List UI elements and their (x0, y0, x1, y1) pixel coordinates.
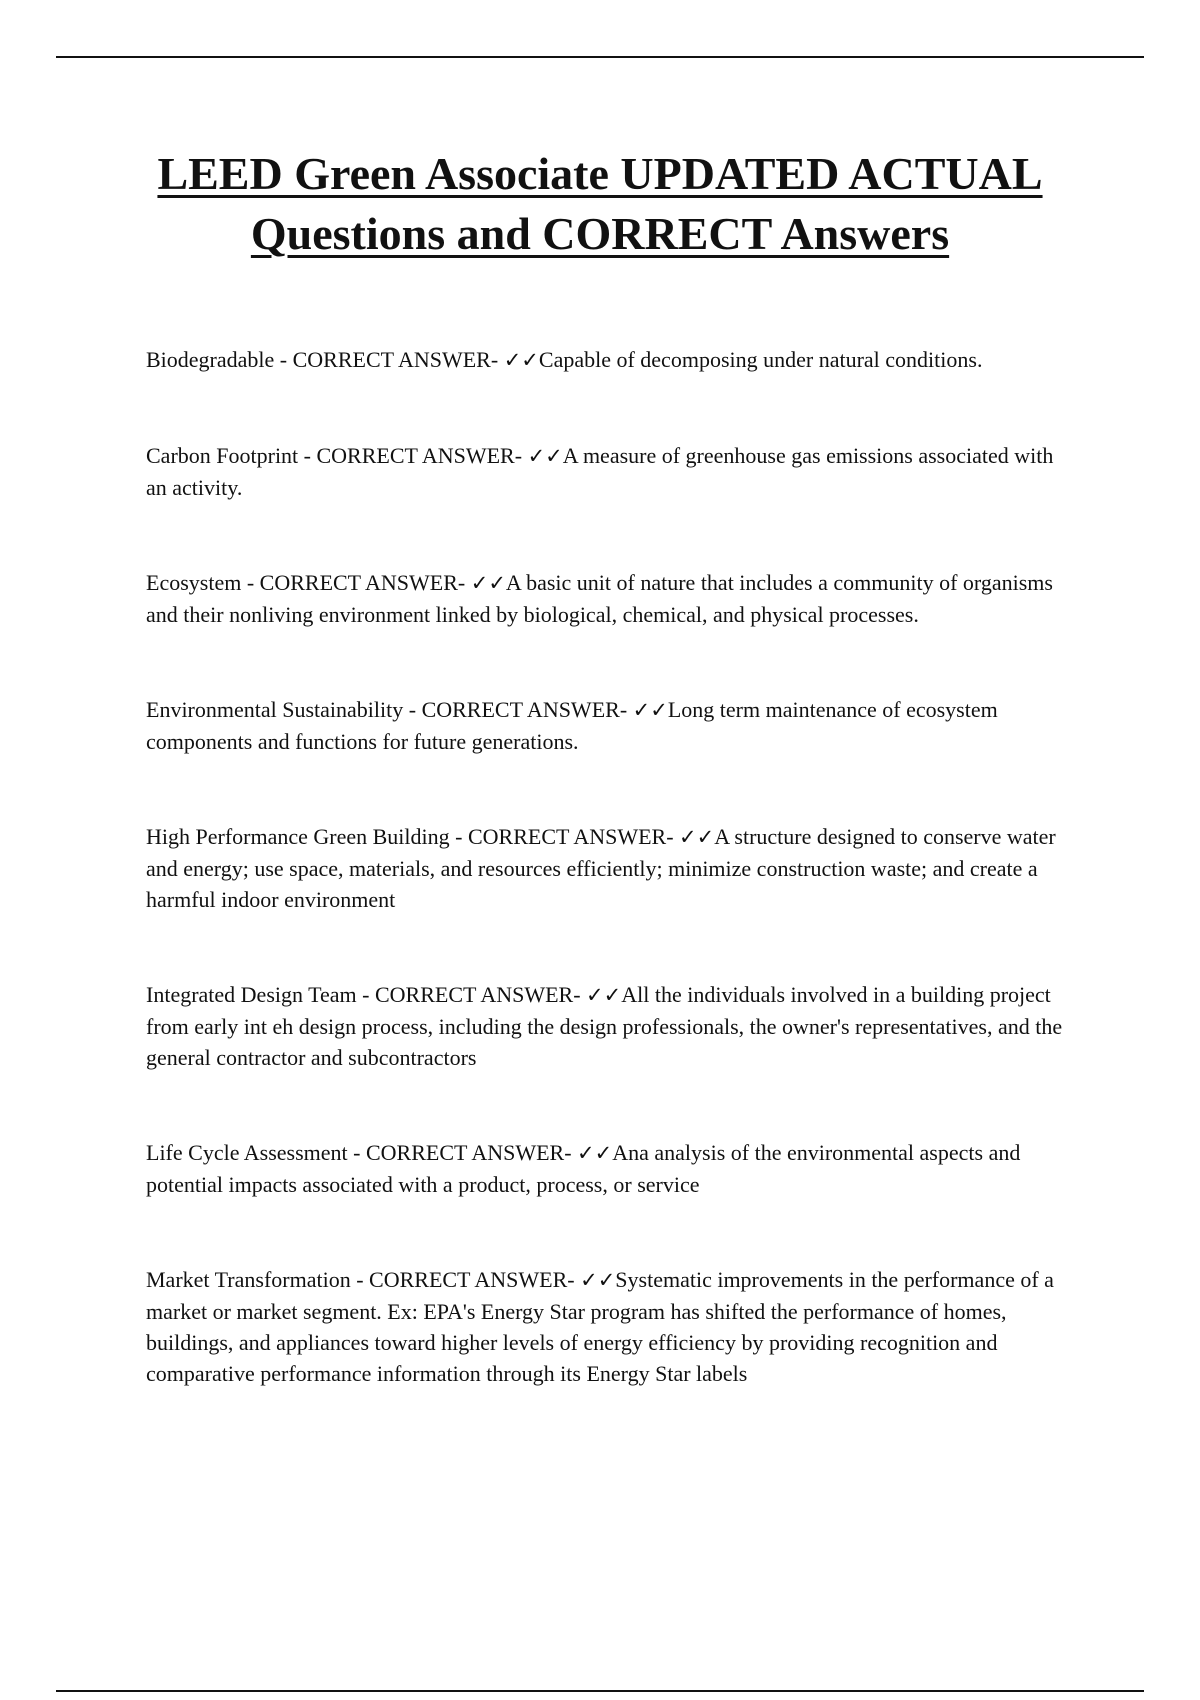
entry-term: Market Transformation (146, 1267, 351, 1292)
bottom-rule (56, 1690, 1144, 1692)
checkmark-icon: ✓✓ (586, 983, 622, 1007)
entry-term: Life Cycle Assessment (146, 1140, 348, 1165)
entry-definition: A structure designed to conserve water and energy; use space, materials, and resources efficiently; minimize construction waste; and create a harmful indoor environment (146, 824, 1056, 912)
entry-list (146, 344, 1076, 1389)
entry-separator: - CORRECT ANSWER- (356, 982, 587, 1007)
checkmark-icon: ✓✓ (577, 1141, 613, 1165)
entry-definition: Ana analysis of the environmental aspects and potential impacts associated with a product, process, or service (146, 1140, 1021, 1197)
entry-term: High Performance Green Building (146, 824, 450, 849)
checkmark-icon: ✓✓ (527, 444, 563, 468)
entry-term: Ecosystem (146, 570, 242, 595)
entry-separator: - CORRECT ANSWER- (274, 347, 504, 372)
entry-term: Integrated Design Team (146, 982, 357, 1007)
entry-environmental-sustainability (146, 694, 1076, 757)
entry-definition: Capable of decomposing under natural conditions. (538, 347, 983, 372)
entry-life-cycle-assessment (146, 1137, 1076, 1200)
checkmark-icon: ✓✓ (470, 571, 506, 595)
entry-biodegradable (146, 344, 1076, 376)
entry-separator: - CORRECT ANSWER- (403, 697, 633, 722)
checkmark-icon: ✓✓ (632, 698, 668, 722)
entry-market-transformation (146, 1264, 1076, 1389)
entry-term: Biodegradable (146, 347, 275, 372)
document-title: LEED Green Associate UPDATED ACTUAL Questions and CORRECT Answers (157, 148, 1043, 259)
top-rule (56, 56, 1144, 58)
entry-separator: - CORRECT ANSWER- (350, 1267, 581, 1292)
checkmark-icon: ✓✓ (679, 825, 715, 849)
entry-definition: Long term maintenance of ecosystem components and functions for future generations. (146, 697, 998, 754)
entry-definition: All the individuals involved in a building project from early int eh design process, including the design professionals, the owner's representatives, and the general contractor and subcontractors (146, 982, 1063, 1070)
entry-integrated-design-team (146, 979, 1076, 1073)
checkmark-icon: ✓✓ (503, 348, 539, 372)
checkmark-icon: ✓✓ (580, 1268, 616, 1292)
entry-definition: Systematic improvements in the performance of a market or market segment. Ex: EPA's Energy Star program has shifted the performance of homes, buildings, and appliances toward higher levels of energy efficiency by providing recognition and comparative performance information through its Energy Star labels (146, 1267, 1054, 1386)
entry-separator: - CORRECT ANSWER- (449, 824, 680, 849)
entry-separator: - CORRECT ANSWER- (298, 443, 528, 468)
entry-definition: A measure of greenhouse gas emissions associated with an activity. (146, 443, 1054, 500)
entry-definition: A basic unit of nature that includes a community of organisms and their nonliving environment linked by biological, chemical, and physical processes. (146, 570, 1053, 627)
entry-carbon-footprint (146, 440, 1076, 503)
entry-separator: - CORRECT ANSWER- (347, 1140, 578, 1165)
entry-high-performance-green-building (146, 821, 1076, 915)
entry-separator: - CORRECT ANSWER- (241, 570, 471, 595)
entry-ecosystem (146, 567, 1076, 630)
entry-term: Carbon Footprint (146, 443, 299, 468)
entry-term: Environmental Sustainability (146, 697, 404, 722)
